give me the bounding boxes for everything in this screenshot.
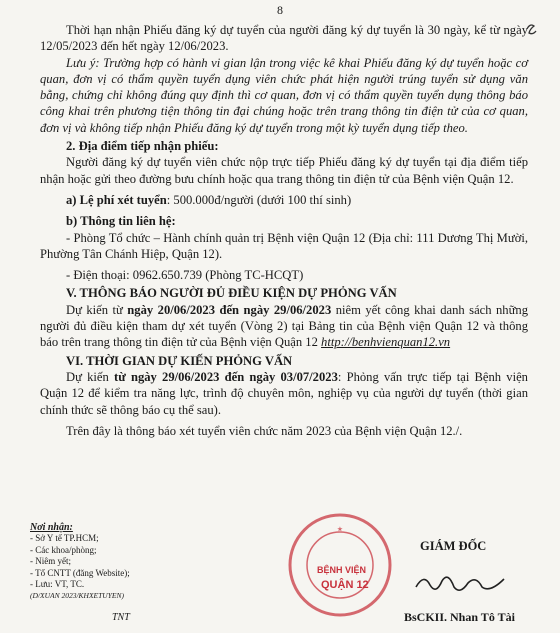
handwritten-initials: TNT — [112, 612, 130, 623]
p5-body: niêm yết công khai danh sách những người đủ điều kiện tham dự xét tuyển (Vòng 2) tại Bảng tin của Bệnh viện Quận 12 và thông báo trên trang thông tin điện tử của Bệnh viện Quận 12 — [40, 302, 529, 350]
recipients-title: Nơi nhận: — [30, 522, 73, 533]
note-paragraph: Lưu ý: Trường hợp có hành vi gian lận trong việc kê khai Phiếu đăng ký dự tuyển hoặc cơ quan, đơn vị có thẩm quyền tuyển dụng viên chức phát hiện người trúng tuyển sử dụng văn bằng, chứng chỉ không đúng quy định thì cơ quan, đơn vị có thẩm quyền tuyển dụng thông báo công khai trên phương tiện thông tin đại chúng hoặc trên trang thông tin điện tử của cơ quan, đơn vị và không tiếp nhận Phiếu đăng ký dự tuyển trong một kỳ tuyển dụng tiếp theo. — [40, 55, 528, 135]
p6-intro: Dự kiến — [66, 369, 114, 384]
recipient-item: - Tổ CNTT (đăng Website); — [30, 567, 130, 578]
signer-name: BsCKII. Nhan Tô Tài — [404, 610, 515, 624]
p5-intro: Dự kiến từ — [66, 302, 128, 317]
document-body — [40, 22, 528, 439]
section-heading-vi: VI. THỜI GIAN DỰ KIẾN PHỎNG VẤN — [66, 353, 293, 368]
recipient-item: - Niêm yết; — [30, 556, 71, 567]
p6-body: : Phỏng vấn trực tiếp tại Bệnh viện Quận 12 để kiểm tra năng lực, trình độ chuyên môn, nghiệp vụ của người dự tuyển (thời gian chính thức sẽ thông báo cụ thể sau). — [40, 369, 528, 417]
contact-address: - Phòng Tổ chức – Hành chính quản trị Bệnh viện Quận 12 (Địa chỉ: 111 Dương Thị Mười, Phường Tân Chánh Hiệp, Quận 12). — [40, 230, 528, 261]
contact-heading: b) Thông tin liên hệ: — [66, 214, 176, 229]
p6-dates: từ ngày 29/06/2023 đến ngày 03/07/2023 — [114, 369, 338, 384]
stamp-line-2: QUẬN 12 — [321, 579, 369, 591]
interview-paragraph — [40, 369, 528, 418]
recipients-block — [30, 522, 200, 602]
deadline-paragraph: Thời hạn nhận Phiếu đăng ký dự tuyển của người đăng ký dự tuyển là 30 ngày, kể từ ngày 12/05/2023 đến hết ngày 12/06/2023. — [40, 23, 528, 54]
recipient-item: - Các khoa/phòng; — [30, 544, 97, 555]
contact-phone: - Điện thoại: 0962.650.739 (Phòng TC-HCQT) — [66, 268, 304, 283]
document-code: (D/XUAN 2023/KHXETUYEN) — [30, 591, 124, 601]
stamp-line-1: BỆNH VIỆN — [317, 565, 367, 575]
signature-block — [300, 527, 530, 633]
recipient-item: - Lưu: VT, TC. — [30, 579, 85, 590]
fee-line — [40, 192, 528, 208]
page-number: 8 — [277, 3, 283, 17]
closing-paragraph: Trên đây là thông báo xét tuyển viên chức năm 2023 của Bệnh viện Quận 12./. — [66, 423, 463, 438]
hospital-website-link[interactable]: http://benhvienquan12.vn — [321, 335, 451, 350]
signature-scribble — [410, 567, 510, 601]
fee-value: : 500.000đ/người (dưới 100 thí sinh) — [166, 192, 352, 207]
handwritten-check-mark — [524, 21, 538, 37]
section-heading-location: 2. Địa điểm tiếp nhận phiếu: — [66, 139, 219, 154]
location-paragraph: Người đăng ký dự tuyển viên chức nộp trực tiếp Phiếu đăng ký dự tuyển tại địa điểm tiếp nhận hoặc gửi theo đường bưu chính hoặc qua trang thông tin điện tử của Bệnh viện Quận 12. — [40, 155, 528, 186]
section-heading-v: V. THÔNG BÁO NGƯỜI ĐỦ ĐIỀU KIỆN DỰ PHỎNG VẤN — [66, 286, 397, 301]
p5-dates: ngày 20/06/2023 đến ngày 29/06/2023 — [127, 302, 332, 317]
recipient-item: - Sở Y tế TP.HCM; — [30, 533, 99, 544]
fee-label: a) Lệ phí xét tuyển — [66, 192, 167, 207]
announcement-paragraph — [40, 302, 528, 351]
signer-role: GIÁM ĐỐC — [420, 539, 487, 553]
svg-text:★: ★ — [337, 527, 343, 533]
